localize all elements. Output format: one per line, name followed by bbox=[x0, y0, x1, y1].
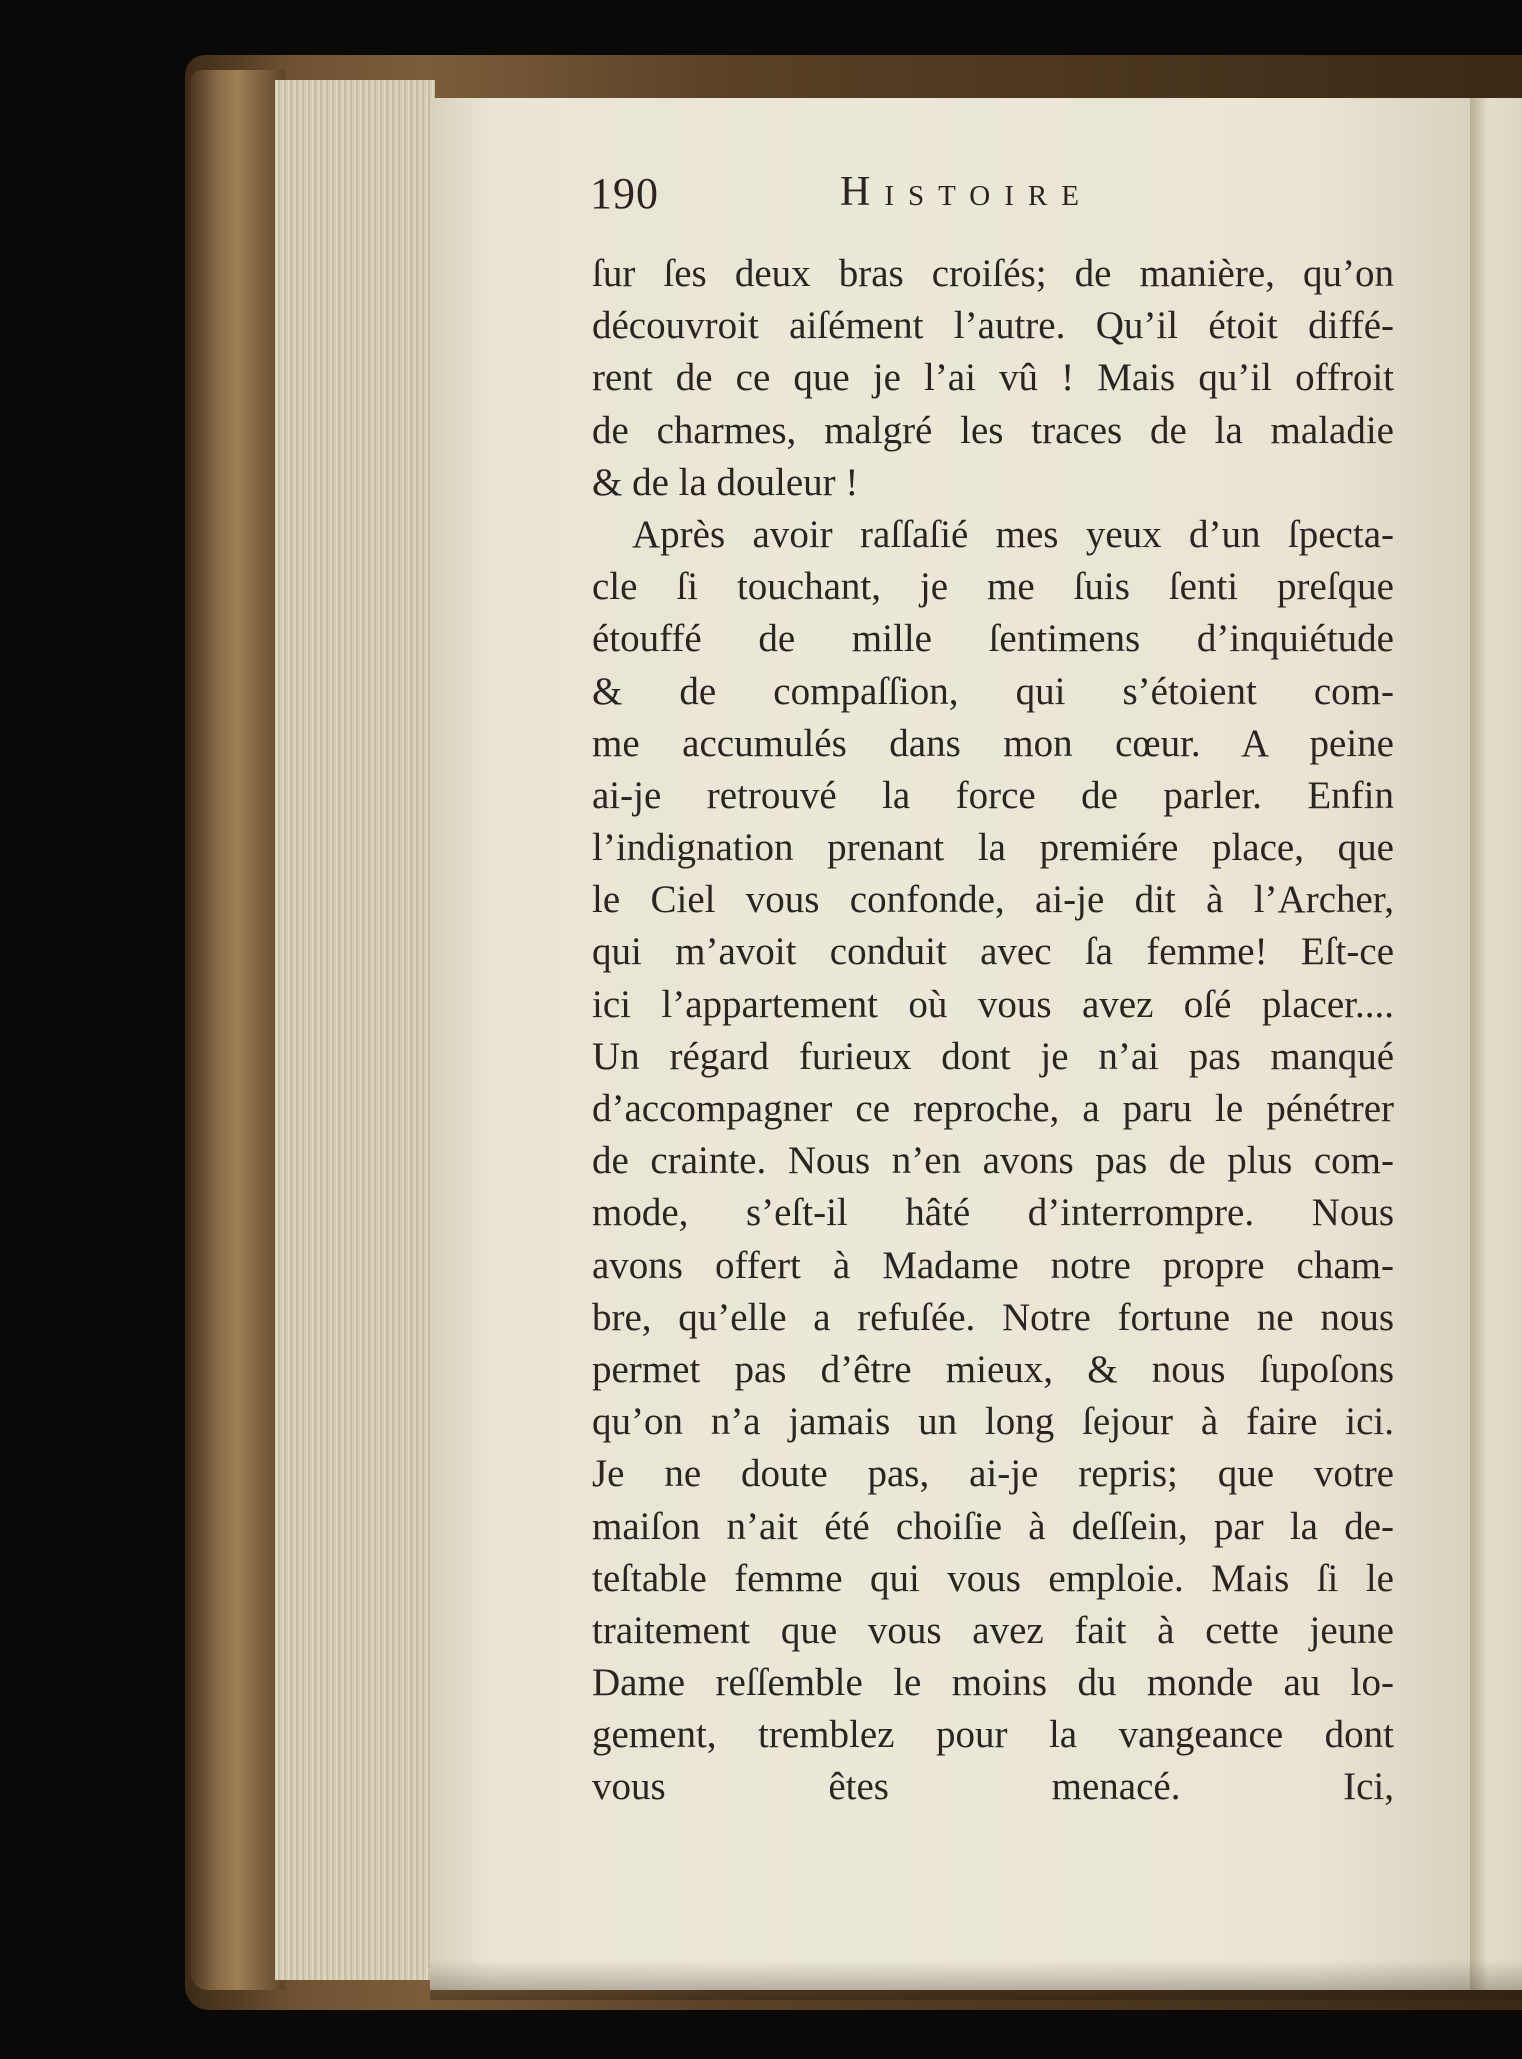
text-line: l’indignation prenant la premiére place, que bbox=[592, 826, 1394, 870]
text-line: le Ciel vous confonde, ai-je dit à l’Archer, bbox=[592, 878, 1394, 922]
text-line: gement, tremblez pour la vangeance dont bbox=[592, 1713, 1394, 1757]
text-line: de crainte. Nous n’en avons pas de plus com- bbox=[592, 1139, 1394, 1183]
text-line: qui m’avoit conduit avec ſa femme! Eſt-ce bbox=[592, 930, 1394, 974]
text-line: ici l’appartement où vous avez oſé placer.... bbox=[592, 982, 1394, 1026]
text-line: me accumulés dans mon cœur. A peine bbox=[592, 721, 1394, 765]
text-line: & de compaſſion, qui s’étoient com- bbox=[592, 669, 1394, 713]
text-line: mode, s’eſt-il hâté d’interrompre. Nous bbox=[592, 1191, 1394, 1235]
text-line: Dame reſſemble le moins du monde au lo- bbox=[592, 1661, 1394, 1705]
text-line: cle ſi touchant, je me ſuis ſenti preſque bbox=[592, 565, 1394, 609]
page-shadow bbox=[430, 1960, 1522, 2000]
text-line: découvroit aiſément l’autre. Qu’il étoit diffé- bbox=[592, 304, 1394, 348]
text-line: vous êtes menacé. Ici, bbox=[592, 1765, 1394, 1809]
page-edges bbox=[275, 80, 435, 1980]
text-line: Un régard furieux dont je n’ai pas manqué bbox=[592, 1034, 1394, 1078]
text-line: ai-je retrouvé la force de parler. Enfin bbox=[592, 773, 1394, 817]
running-title: Histoire bbox=[840, 169, 1093, 215]
text-line: de charmes, malgré les traces de la maladie bbox=[592, 408, 1394, 452]
text-line: d’accompagner ce reproche, a paru le pénétrer bbox=[592, 1087, 1394, 1130]
text-line: rent de ce que je l’ai vû ! Mais qu’il offroit bbox=[592, 356, 1394, 400]
text-line: Je ne doute pas, ai-je repris; que votre bbox=[592, 1452, 1394, 1496]
text-line: teſtable femme qui vous emploie. Mais ſi le bbox=[592, 1556, 1394, 1600]
text-line: qu’on n’a jamais un long ſejour à faire ici. bbox=[592, 1400, 1394, 1444]
page-body-text bbox=[592, 248, 1394, 1814]
text-line: avons offert à Madame notre propre cham- bbox=[592, 1243, 1394, 1287]
text-line: Après avoir raſſaſié mes yeux d’un ſpecta- bbox=[632, 512, 1394, 556]
text-line: maiſon n’ait été choiſie à deſſein, par la de- bbox=[592, 1504, 1394, 1548]
page-header bbox=[590, 168, 1180, 228]
book-binding-edge bbox=[190, 70, 285, 1990]
page-number: 190 bbox=[590, 169, 659, 218]
text-line: ſur ſes deux bras croiſés; de manière, qu’on bbox=[592, 252, 1394, 295]
text-line: & de la douleur ! bbox=[592, 460, 859, 504]
text-line: bre, qu’elle a refuſée. Notre fortune ne nous bbox=[592, 1295, 1394, 1339]
text-line: étouffé de mille ſentimens d’inquiétude bbox=[592, 617, 1394, 661]
text-line: permet pas d’être mieux, & nous ſupoſons bbox=[592, 1347, 1394, 1391]
facing-page-gutter bbox=[1470, 98, 1522, 1990]
text-line: traitement que vous avez fait à cette jeune bbox=[592, 1608, 1394, 1652]
